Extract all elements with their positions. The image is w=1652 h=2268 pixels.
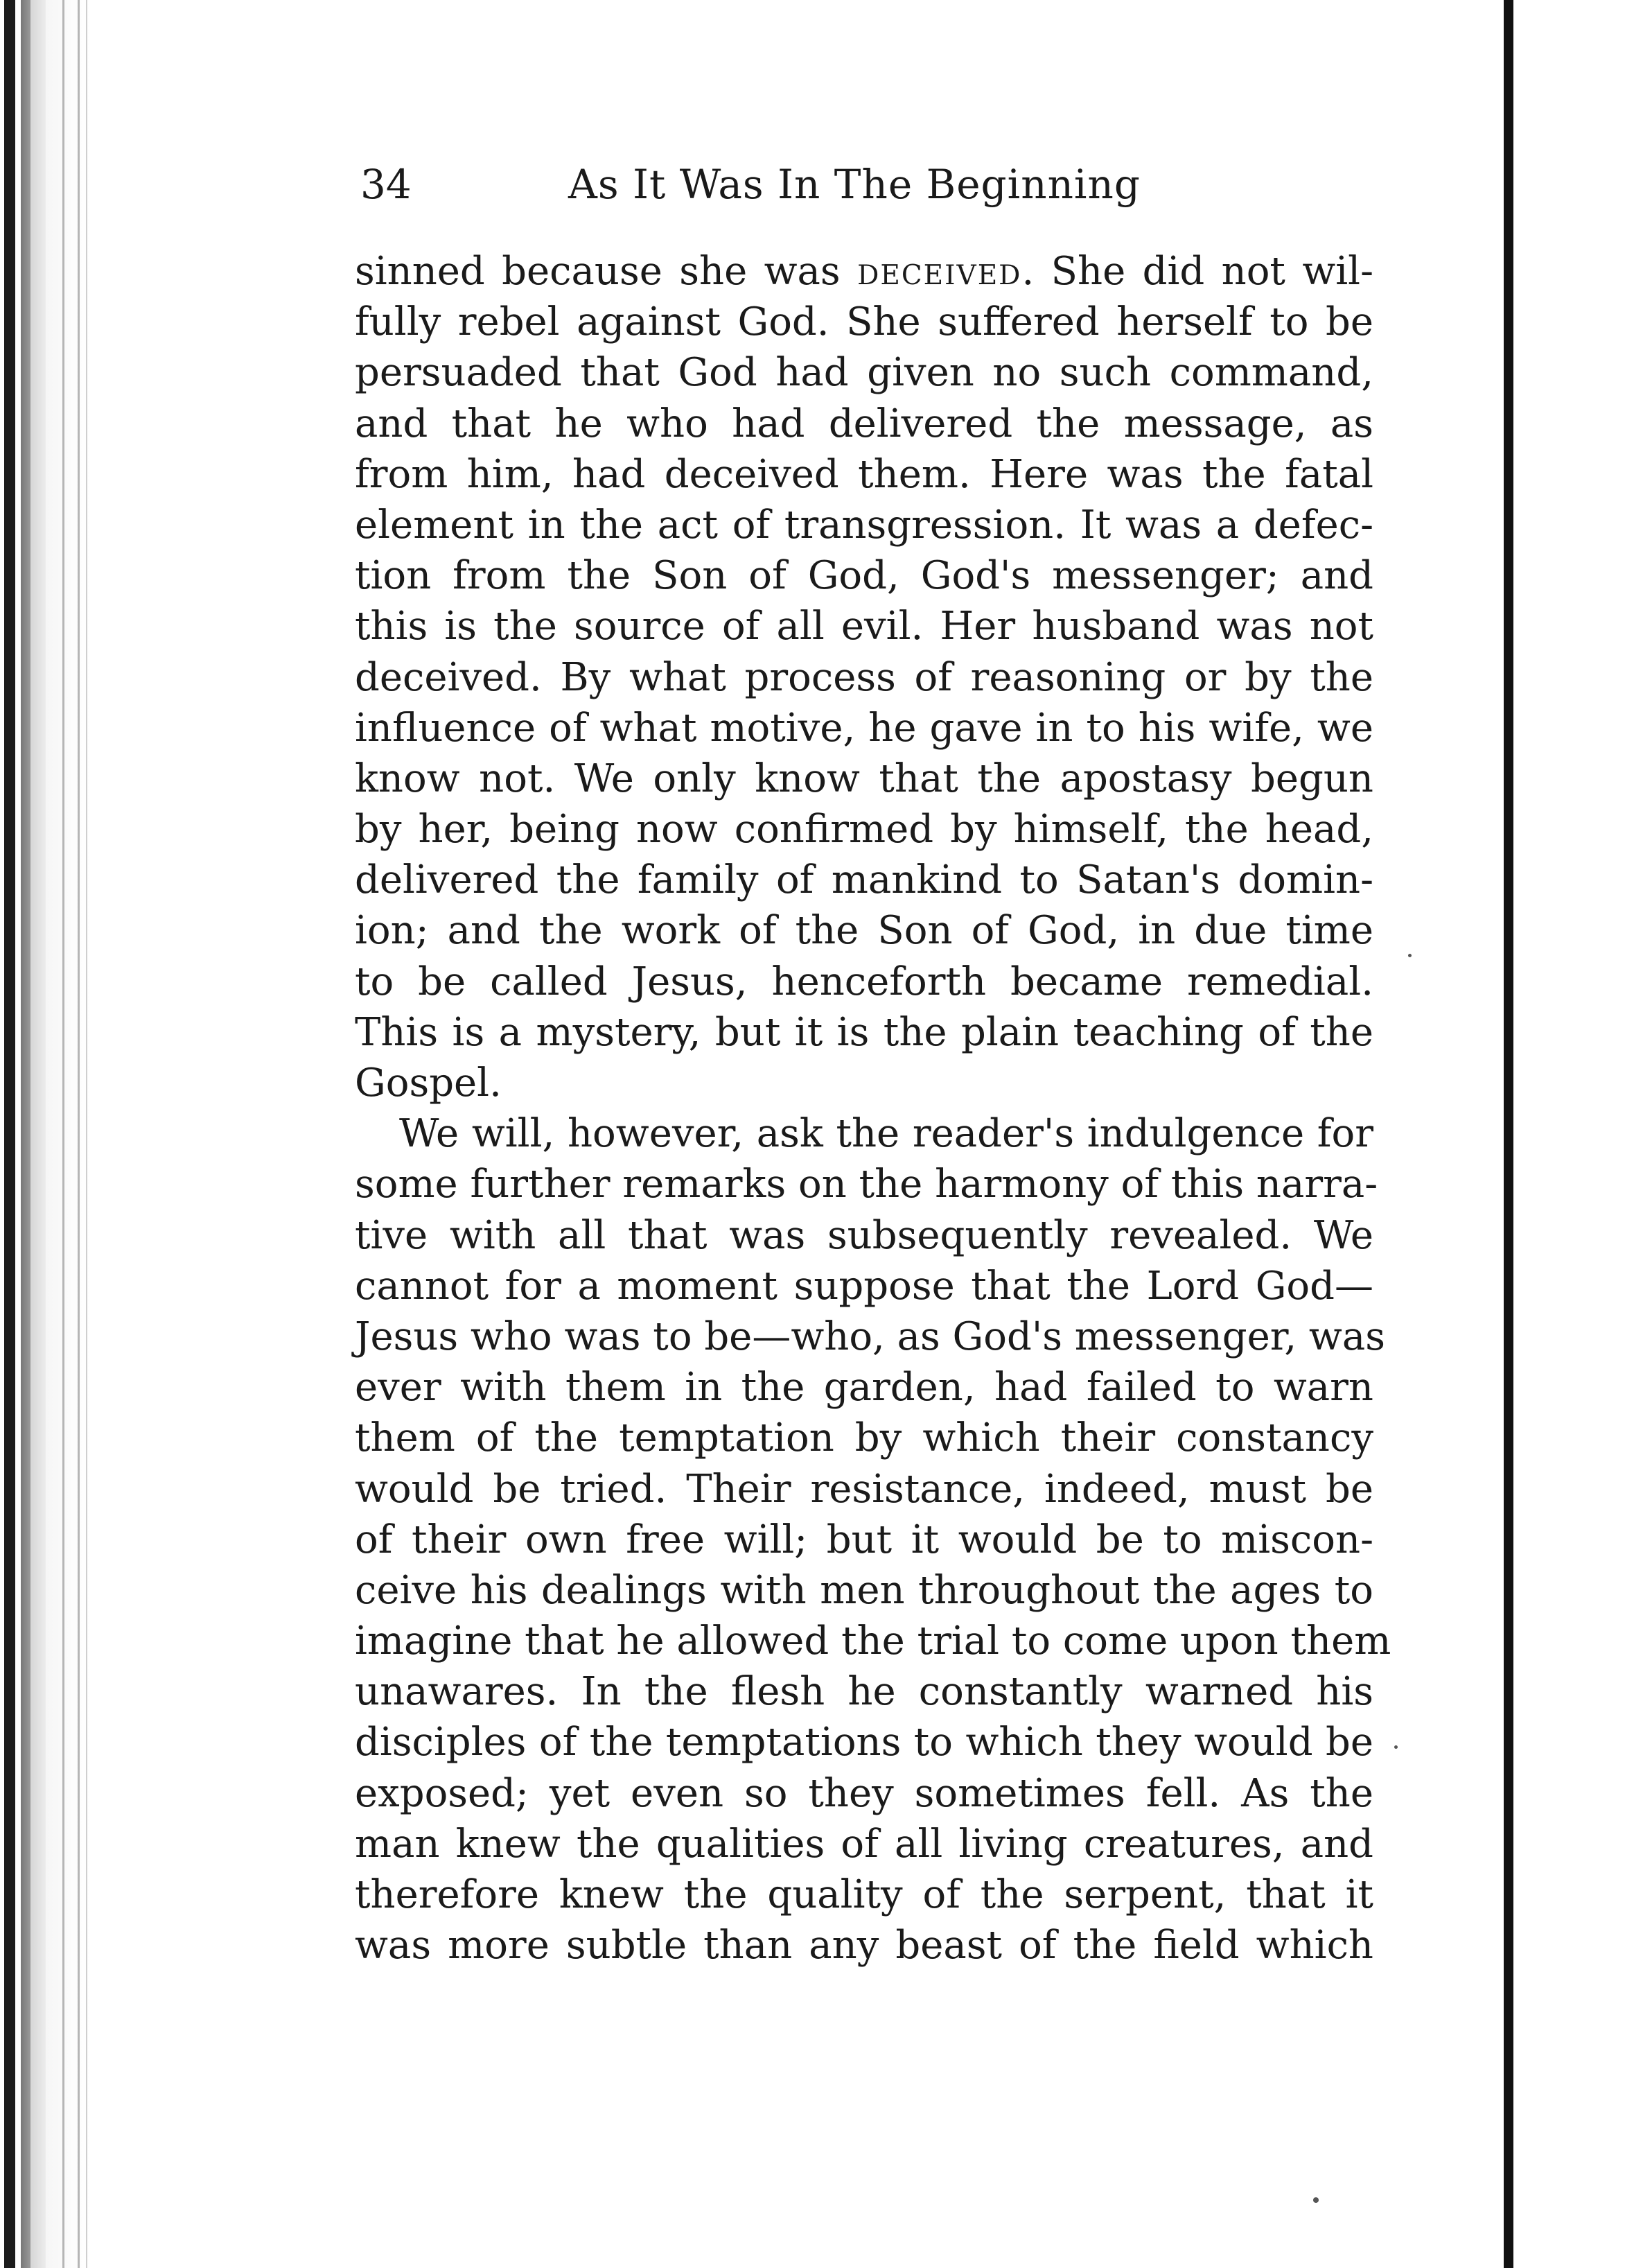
text-line: disciples of the temptations to which they would be <box>355 1720 1373 1765</box>
text-line: from him, had deceived them. Here was the fatal <box>355 451 1373 497</box>
text-line: and that he who had delivered the message, as <box>355 401 1373 446</box>
text-line: sinned because she was deceived. She did not wil- <box>355 249 1373 294</box>
text-line: tive with all that was subsequently revealed. We <box>355 1212 1373 1258</box>
text-line: element in the act of transgression. It was a defec- <box>355 502 1373 548</box>
text-line: This is a mystery, but it is the plain teaching of the <box>355 1009 1373 1055</box>
text-line: cannot for a moment suppose that the Lord God— <box>355 1263 1373 1309</box>
text-line: tion from the Son of God, God's messenger; and <box>355 553 1373 599</box>
text-line: man knew the qualities of all living creatures, and <box>355 1821 1373 1867</box>
text-line: We will, however, ask the reader's indulgence for <box>399 1111 1373 1157</box>
text-line: delivered the family of mankind to Satan's domin- <box>355 857 1373 903</box>
scan-right-border <box>1504 0 1513 2268</box>
binding-line <box>78 0 80 2268</box>
binding-line <box>62 0 64 2268</box>
text-line: ever with them in the garden, had failed to warn <box>355 1365 1373 1411</box>
text-line: them of the temptation by which their constancy <box>355 1415 1373 1461</box>
text-line: Gospel. <box>355 1061 502 1106</box>
text-line: Jesus who was to be—who, as God's messenger, was <box>355 1314 1385 1359</box>
text-line: ion; and the work of the Son of God, in due time <box>355 908 1373 954</box>
paragraph-1 <box>355 246 1373 1108</box>
text-line: therefore knew the quality of the serpent, that it <box>355 1872 1373 1917</box>
text-line: by her, being now confirmed by himself, the head, <box>355 807 1373 853</box>
page-body <box>355 246 1391 1971</box>
binding-line <box>86 0 87 2268</box>
text-line: deceived. By what process of reasoning or by the <box>355 654 1373 700</box>
scan-speck <box>1408 954 1412 957</box>
text-line: influence of what motive, he gave in to his wife, we <box>355 705 1373 751</box>
text-line: this is the source of all evil. Her husband was not <box>355 604 1373 649</box>
page-header <box>360 161 1400 223</box>
text-line: exposed; yet even so they sometimes fell. As the <box>355 1770 1373 1816</box>
scan-speck <box>1394 1745 1398 1749</box>
paragraph-2 <box>355 1108 1391 1971</box>
scan-speck <box>1313 2197 1319 2203</box>
text-line: of their own free will; but it would be to miscon- <box>355 1517 1373 1562</box>
emphasis-deceived: deceived <box>857 249 1022 294</box>
running-title: As It Was In The Beginning <box>568 161 1141 208</box>
text-line: was more subtle than any beast of the field which <box>355 1923 1373 1969</box>
text-line: would be tried. Their resistance, indeed, must be <box>355 1466 1373 1512</box>
text-line: fully rebel against God. She suffered herself to be <box>355 299 1373 345</box>
text-line: unawares. In the flesh he constantly warned his <box>355 1669 1373 1715</box>
text-line: some further remarks on the harmony of this narra- <box>355 1162 1378 1207</box>
text-line: persuaded that God had given no such command, <box>355 350 1373 396</box>
scan-right-margin <box>1513 0 1652 2268</box>
page-number: 34 <box>360 161 412 208</box>
text-line: know not. We only know that the apostasy begun <box>355 756 1373 801</box>
text-line: to be called Jesus, henceforth became remedial. <box>355 959 1373 1004</box>
text-line: ceive his dealings with men throughout the ages to <box>355 1567 1373 1613</box>
book-binding-edge <box>0 0 90 2268</box>
text-line: imagine that he allowed the trial to come upon them <box>355 1619 1391 1664</box>
